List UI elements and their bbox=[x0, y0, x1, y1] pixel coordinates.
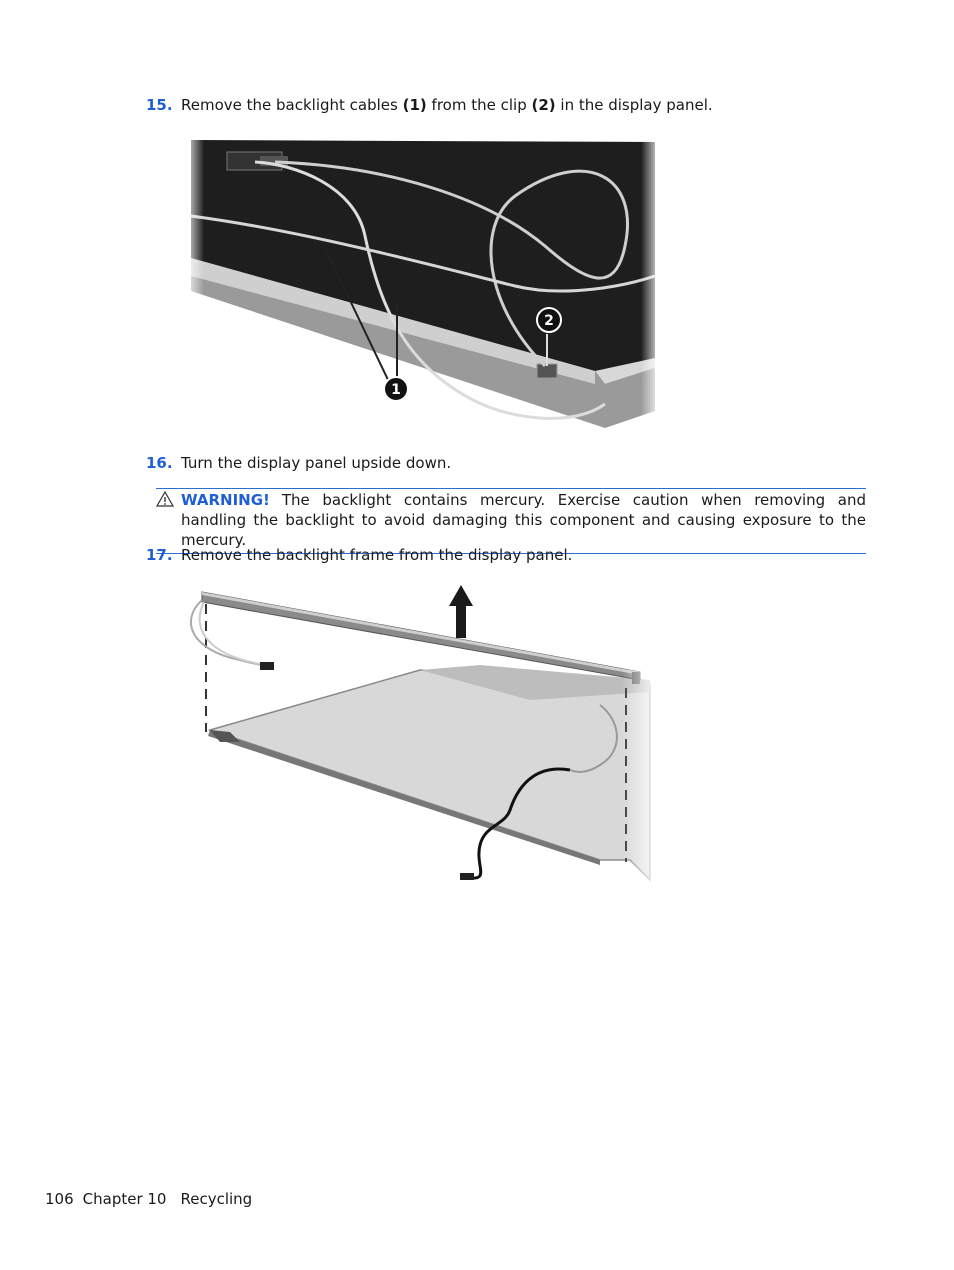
backlight-cables-figure bbox=[185, 136, 660, 431]
callout-ref-1: (1) bbox=[402, 96, 427, 114]
step-number: 15. bbox=[146, 96, 173, 114]
step-16 bbox=[146, 453, 451, 473]
backlight-frame-figure bbox=[180, 580, 660, 885]
warning-triangle-icon bbox=[156, 491, 174, 507]
warning-label: WARNING! bbox=[181, 491, 270, 509]
page-footer bbox=[45, 1190, 261, 1208]
step-text: Turn the display panel upside down. bbox=[181, 454, 452, 472]
step-number: 16. bbox=[146, 454, 173, 472]
callout-ref-2: (2) bbox=[531, 96, 556, 114]
chapter-label: Chapter 10 bbox=[82, 1190, 167, 1208]
step-17 bbox=[146, 545, 572, 565]
step-text-part: from the clip bbox=[426, 96, 532, 114]
page-number: 106 bbox=[45, 1190, 74, 1208]
warning-text: The backlight contains mercury. Exercise caution when removing and handling the backlight to avoid damaging this component and causing exposure to the mercury. bbox=[181, 491, 866, 549]
warning-body bbox=[181, 490, 866, 550]
step-text-part: Remove the backlight cables bbox=[181, 96, 403, 114]
step-text bbox=[181, 96, 713, 114]
step-text: Remove the backlight frame from the display panel. bbox=[181, 546, 573, 564]
step-number: 17. bbox=[146, 546, 173, 564]
step-15 bbox=[146, 95, 713, 115]
section-label: Recycling bbox=[180, 1190, 253, 1208]
step-text-part: in the display panel. bbox=[555, 96, 713, 114]
